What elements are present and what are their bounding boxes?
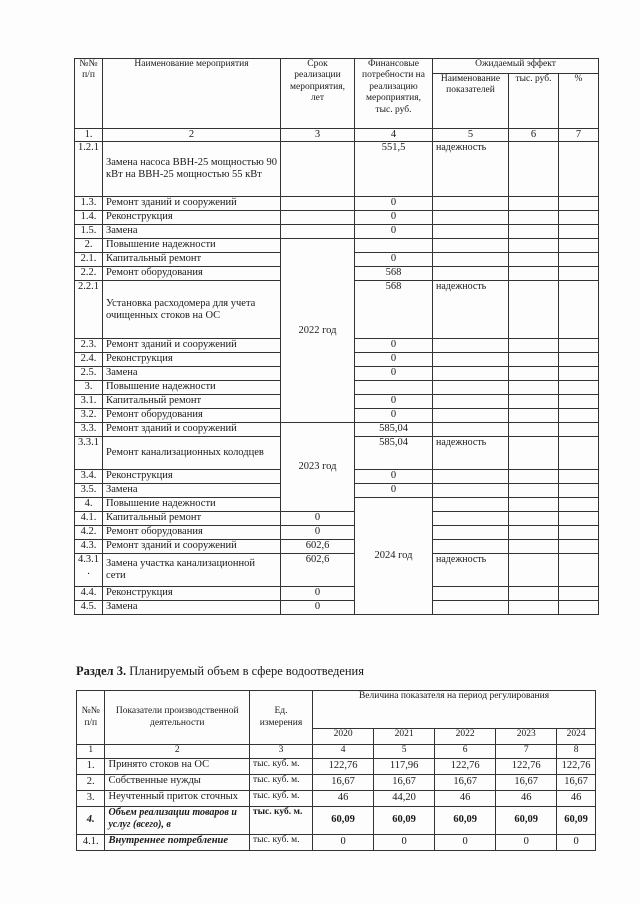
year-2024: 2024: [557, 729, 596, 745]
header-effect-thousand: тыс. руб.: [509, 74, 559, 129]
table-row: 3. Неучтенный приток сточных тыс. куб. м. 46 44,20 46 46 46: [77, 791, 596, 807]
table-row: 4.4. Реконструкция 0: [75, 587, 599, 601]
col-number: 6: [435, 745, 496, 759]
header-unit: Ед. измерения: [249, 691, 312, 745]
table-row: 4. Объем реализации товаров и услуг (всего), в тыс. куб. м. 60,09 60,09 60,09 60,09 60,09: [77, 807, 596, 835]
table-row: 2.4. Реконструкция 0: [75, 353, 599, 367]
table-row: 2. Повышение надежности 2022 год: [75, 239, 599, 253]
table-row: 4.3. Ремонт зданий и сооружений 602,6: [75, 540, 599, 554]
table-row: 4.2. Ремонт оборудования 0: [75, 526, 599, 540]
table-row: 4.1. Капитальный ремонт 0: [75, 512, 599, 526]
table-row: 1.2.1 Замена насоса ВВН-25 мощностью 90 кВт на ВВН-25 мощностью 55 кВт 551,5 надежность: [75, 142, 599, 197]
year-2021: 2021: [374, 729, 435, 745]
table-row: 3.3.1 Ремонт канализационных колодцев 585,04 надежность: [75, 437, 599, 470]
year-2022: 2022: [435, 729, 496, 745]
period-2024: 2024 год: [355, 498, 433, 615]
table-row: 1.3. Ремонт зданий и сооружений 0: [75, 197, 599, 211]
table-row: 3.3. Ремонт зданий и сооружений 2023 год 585,04: [75, 423, 599, 437]
col-number: 4: [313, 745, 374, 759]
table-row: 2.2. Ремонт оборудования 568: [75, 267, 599, 281]
measures-table: [74, 58, 599, 615]
table-row: 4.1. Внутреннее потребление тыс. куб. м. 0 0 0 0 0: [77, 835, 596, 851]
table-row: 2.1. Капитальный ремонт 0: [75, 253, 599, 267]
header-num: №№ п/п: [75, 59, 103, 129]
table-row: 4. Повышение надежности 2024 год: [75, 498, 599, 512]
header-indicator: Показатели производственной деятельности: [105, 691, 249, 745]
year-2023: 2023: [496, 729, 557, 745]
col-number: 8: [557, 745, 596, 759]
period-2023: 2023 год: [281, 423, 355, 512]
table-row: 1.4. Реконструкция 0: [75, 211, 599, 225]
header-period: Срок реализации мероприятия, лет: [281, 59, 355, 129]
table-row: 3.4. Реконструкция 0: [75, 470, 599, 484]
period-2022: 2022 год: [281, 239, 355, 423]
table-row: 1.5. Замена 0: [75, 225, 599, 239]
section-title-text: Планируемый объем в сфере водоотведения: [129, 664, 364, 678]
col-number: 3: [249, 745, 312, 759]
col-number: 7: [496, 745, 557, 759]
table-row: 1. Принято стоков на ОС тыс. куб. м. 122,76 117,96 122,76 122,76 122,76: [77, 759, 596, 775]
table-row: 4.5. Замена 0: [75, 601, 599, 615]
col-number: 4: [355, 129, 433, 142]
section-label: Раздел 3.: [76, 664, 127, 678]
col-number: 1: [77, 745, 105, 759]
header-effect-percent: %: [559, 74, 599, 129]
section-3-title: [76, 664, 364, 679]
col-number: 6: [509, 129, 559, 142]
header-effect-name: Наименование показателей: [433, 74, 509, 129]
header-name: Наименование мероприятия: [103, 59, 281, 129]
table-row: 2.5. Замена 0: [75, 367, 599, 381]
header-num: №№ п/п: [77, 691, 105, 745]
table-row: 2. Собственные нужды тыс. куб. м. 16,67 16,67 16,67 16,67 16,67: [77, 775, 596, 791]
header-effect: Ожидаемый эффект: [433, 59, 599, 74]
table-row: 4.3.1 . Замена участка канализационной сети 602,6 надежность: [75, 554, 599, 587]
col-number: 7: [559, 129, 599, 142]
col-number: 5: [433, 129, 509, 142]
col-number: 3: [281, 129, 355, 142]
year-2020: 2020: [313, 729, 374, 745]
table-row: 3.2. Ремонт оборудования 0: [75, 409, 599, 423]
header-value: Величина показателя на период регулирования: [313, 691, 596, 729]
col-number: 5: [374, 745, 435, 759]
table-row: 2.3. Ремонт зданий и сооружений 0: [75, 339, 599, 353]
col-number: 2: [105, 745, 249, 759]
volume-table: [76, 690, 596, 851]
header-finance: Финансовые потребности на реализацию мероприятия, тыс. руб.: [355, 59, 433, 129]
col-number: 2: [103, 129, 281, 142]
table-row: 3.1. Капитальный ремонт 0: [75, 395, 599, 409]
table-row: 3. Повышение надежности: [75, 381, 599, 395]
col-number: 1.: [75, 129, 103, 142]
table-row: 2.2.1 Установка расходомера для учета очищенных стоков на ОС 568 надежность: [75, 281, 599, 339]
table-row: 3.5. Замена 0: [75, 484, 599, 498]
